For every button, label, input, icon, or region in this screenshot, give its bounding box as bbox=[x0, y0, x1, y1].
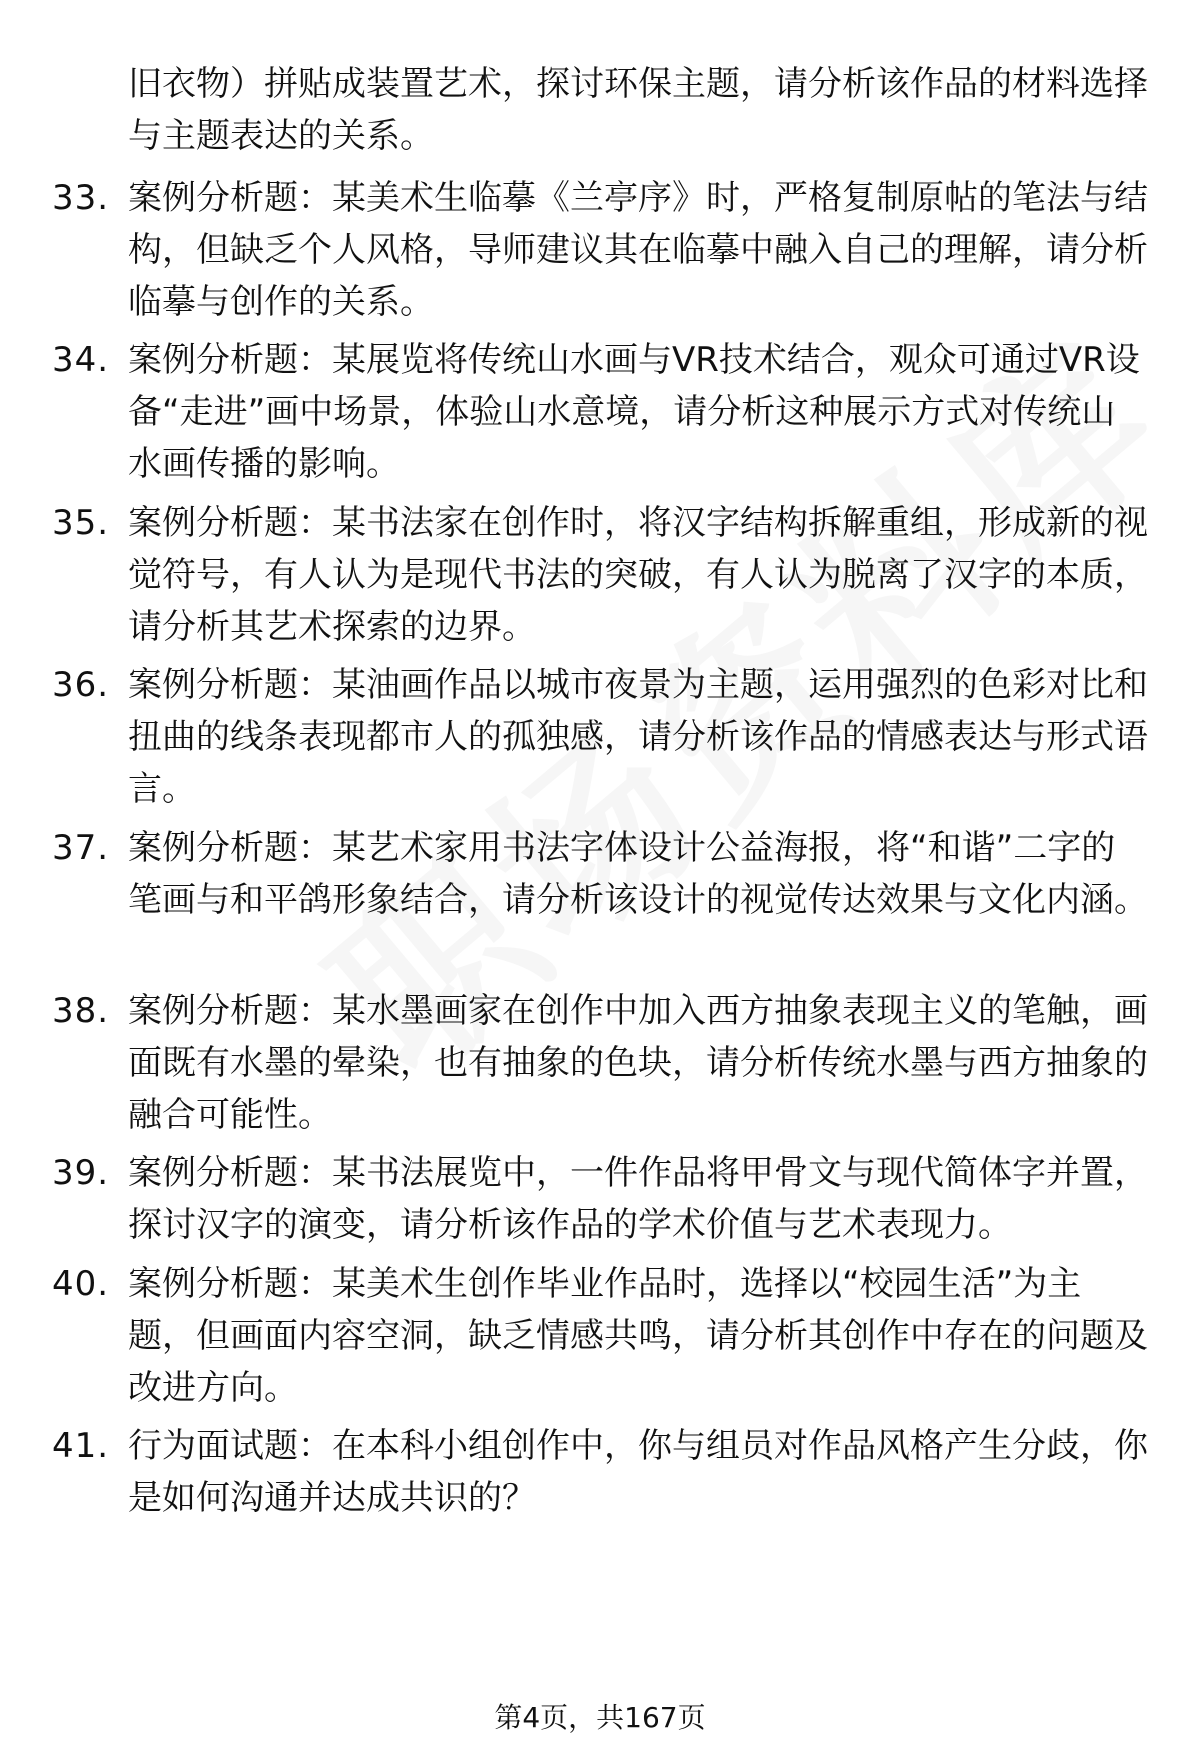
continuation-text: 旧衣物）拼贴成装置艺术，探讨环保主题，请分析该作品的材料选择与主题表达的关系。 bbox=[128, 64, 1148, 156]
item-number: 34. bbox=[52, 340, 110, 380]
item-number: 37. bbox=[52, 828, 110, 868]
item-number: 38. bbox=[52, 991, 110, 1031]
item-text: 案例分析题：某美术生临摹《兰亭序》时，严格复制原帖的笔法与结构，但缺乏个人风格，导师建议其在临摹中融入自己的理解，请分析临摹与创作的关系。 bbox=[128, 178, 1148, 322]
item-number: 36. bbox=[52, 665, 110, 705]
item-text: 案例分析题：某水墨画家在创作中加入西方抽象表现主义的笔触，画面既有水墨的晕染，也有抽象的色块，请分析传统水墨与西方抽象的融合可能性。 bbox=[128, 991, 1148, 1135]
item-number: 35. bbox=[52, 503, 110, 543]
item-text: 案例分析题：某艺术家用书法字体设计公益海报，将“和谐”二字的笔画与和平鸽形象结合，请分析该设计的视觉传达效果与文化内涵。 bbox=[128, 828, 1148, 920]
item-text: 案例分析题：某油画作品以城市夜景为主题，运用强烈的色彩对比和扭曲的线条表现都市人的孤独感，请分析该作品的情感表达与形式语言。 bbox=[128, 665, 1148, 809]
item-text: 案例分析题：某展览将传统山水画与VR技术结合，观众可通过VR设备“走进”画中场景，体验山水意境，请分析这种展示方式对传统山水画传播的影响。 bbox=[128, 340, 1140, 484]
item-number: 40. bbox=[52, 1264, 110, 1304]
item-number: 41. bbox=[52, 1426, 110, 1466]
item-text: 案例分析题：某美术生创作毕业作品时，选择以“校园生活”为主题，但画面内容空洞，缺乏情感共鸣，请分析其创作中存在的问题及改进方向。 bbox=[128, 1264, 1148, 1408]
item-number: 39. bbox=[52, 1153, 110, 1193]
item-text: 案例分析题：某书法展览中，一件作品将甲骨文与现代简体字并置，探讨汉字的演变，请分析该作品的学术价值与艺术表现力。 bbox=[128, 1153, 1148, 1245]
item-number: 33. bbox=[52, 178, 110, 218]
item-text: 案例分析题：某书法家在创作时，将汉字结构拆解重组，形成新的视觉符号，有人认为是现代书法的突破，有人认为脱离了汉字的本质，请分析其艺术探索的边界。 bbox=[128, 503, 1148, 647]
page-footer: 第4页，共167页 bbox=[494, 1701, 706, 1734]
item-text: 行为面试题：在本科小组创作中，你与组员对作品风格产生分歧，你是如何沟通并达成共识的？ bbox=[128, 1426, 1148, 1518]
